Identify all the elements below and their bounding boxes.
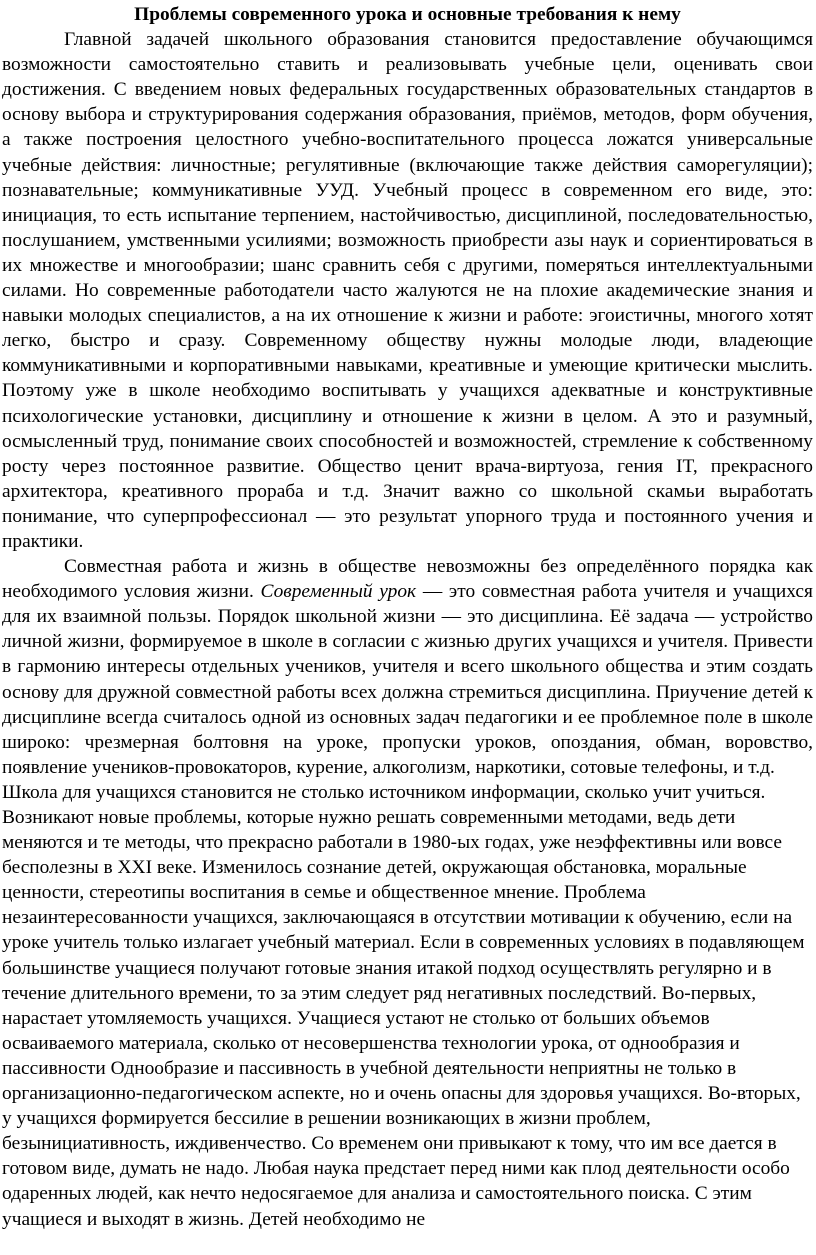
paragraph-3: Школа для учащихся становится не столько источником информации, сколько учит учиться. Возникают новые проблемы, которые нужно решать современными методами, ведь дети меняются и те методы, что прекрасно работали в 1980-ых годах, уже неэффективны или вовсе бесполезны в XXI веке. Изменилось сознание детей, окружающая обстановка, моральные ценности, стереотипы воспитания в семье и общественное мнение. Проблема незаинтересованности учащихся, заключающаяся в отсутствии мотивации к обучению, если на уроке учитель только излагает учебный материал. Если в современных условиях в подавляющем большинстве учащиеся получают готовые знания итакой подход осуществлять регулярно и в течение длительного времени, то за этим следует ряд негативных последствий. Во-первых, нарастает утомляемость учащихся. Учащиеся устают не столько от больших объемов осваиваемого материала, сколько от несовершенства технологии урока, от однообразия и пассивности Однообразие и пассивность в учебной деятельности неприятны не только в организационно-педагогическом аспекте, но и очень опасны для здоровья учащихся. Во-вторых, у учащихся формируется бессилие в решении возникающих в жизни проблем, безынициативность, иждивенчество. Со временем они привыкают к тому, что им все дается в готовом виде, думать не надо. Любая наука предстает перед ними как плод деятельности особо одаренных людей, как нечто недосягаемое для анализа и самостоятельного поиска. С этим учащиеся и выходят в жизнь. Детей необходимо не <box>2 781 805 1230</box>
paragraph-2 <box>2 554 813 780</box>
paragraph-1: Главной задачей школьного образования становится предоставление обучающимся возможности самостоятельно ставить и реализовывать учебные цели, оценивать свои достижения. С введением новых федеральных государственных образовательных стандартов в основу выбора и структурирования содержания образования, приёмов, методов, форм обучения, а также построения целостного учебно-воспитательного процесса ложатся универсальные учебные действия: личностные; регулятивные (включающие также действия саморегуляции); познавательные; коммуникативные УУД. Учебный процесс в современном его виде, это: инициация, то есть испытание терпением, настойчивостью, дисциплиной, последовательностью, послушанием, умственными усилиями; возможность приобрести азы наук и сориентироваться в их множестве и многообразии; шанс сравнить себя с другими, померяться интеллектуальными силами. Но современные работодатели часто жалуются не на плохие академические знания и навыки молодых специалистов, а на их отношение к жизни и работе: эгоистичны, многого хотят легко, быстро и сразу. Современному обществу нужны молодые люди, владеющие коммуникативными и корпоративными навыками, креативные и умеющие критически мыслить. Поэтому уже в школе необходимо воспитывать у учащихся адекватные и конструктивные психологические установки, дисциплину и отношение к жизни в целом. А это и разумный, осмысленный труд, понимание своих способностей и возможностей, стремление к собственному росту через постоянное развитие. Общество ценит врача-виртуоза, гения IT, прекрасного архитектора, креативного прораба и т.д. Значит важно со школьной скамьи выработать понимание, что суперпрофессионал — это результат упорного труда и постоянного учения и практики. <box>2 29 813 552</box>
document-title: Проблемы современного урока и основные требования к нему <box>134 4 681 25</box>
paragraph-2-start: Совместная работа и жизнь в обществе невозможны без определённого порядка как необходимого условия жизни. <box>2 556 813 603</box>
paragraph-2-rest: — это совместная работа учителя и учащихся для их взаимной пользы. Порядок школьной жизни — это дисциплина. Её задача — устройство личной жизни, формируемое в школе в согласии с жизнью других учащихся и учителя. Привести в гармонию интересы отдельных учеников, учителя и всего школьного общества и этим создать основу для дружной совместной работы всех должна стремиться дисциплина. Приучение детей к дисциплине всегда считалось одной из основных задач педагогики и ее проблемное поле в школе широко: чрезмерная болтовня на уроке, пропуски уроков, опоздания, обман, воровство, появление учеников-провокаторов, курение, алкоголизм, наркотики, сотовые телефоны, и т.д. <box>2 581 813 778</box>
paragraph-2-emphasis: Современный урок <box>260 581 417 603</box>
